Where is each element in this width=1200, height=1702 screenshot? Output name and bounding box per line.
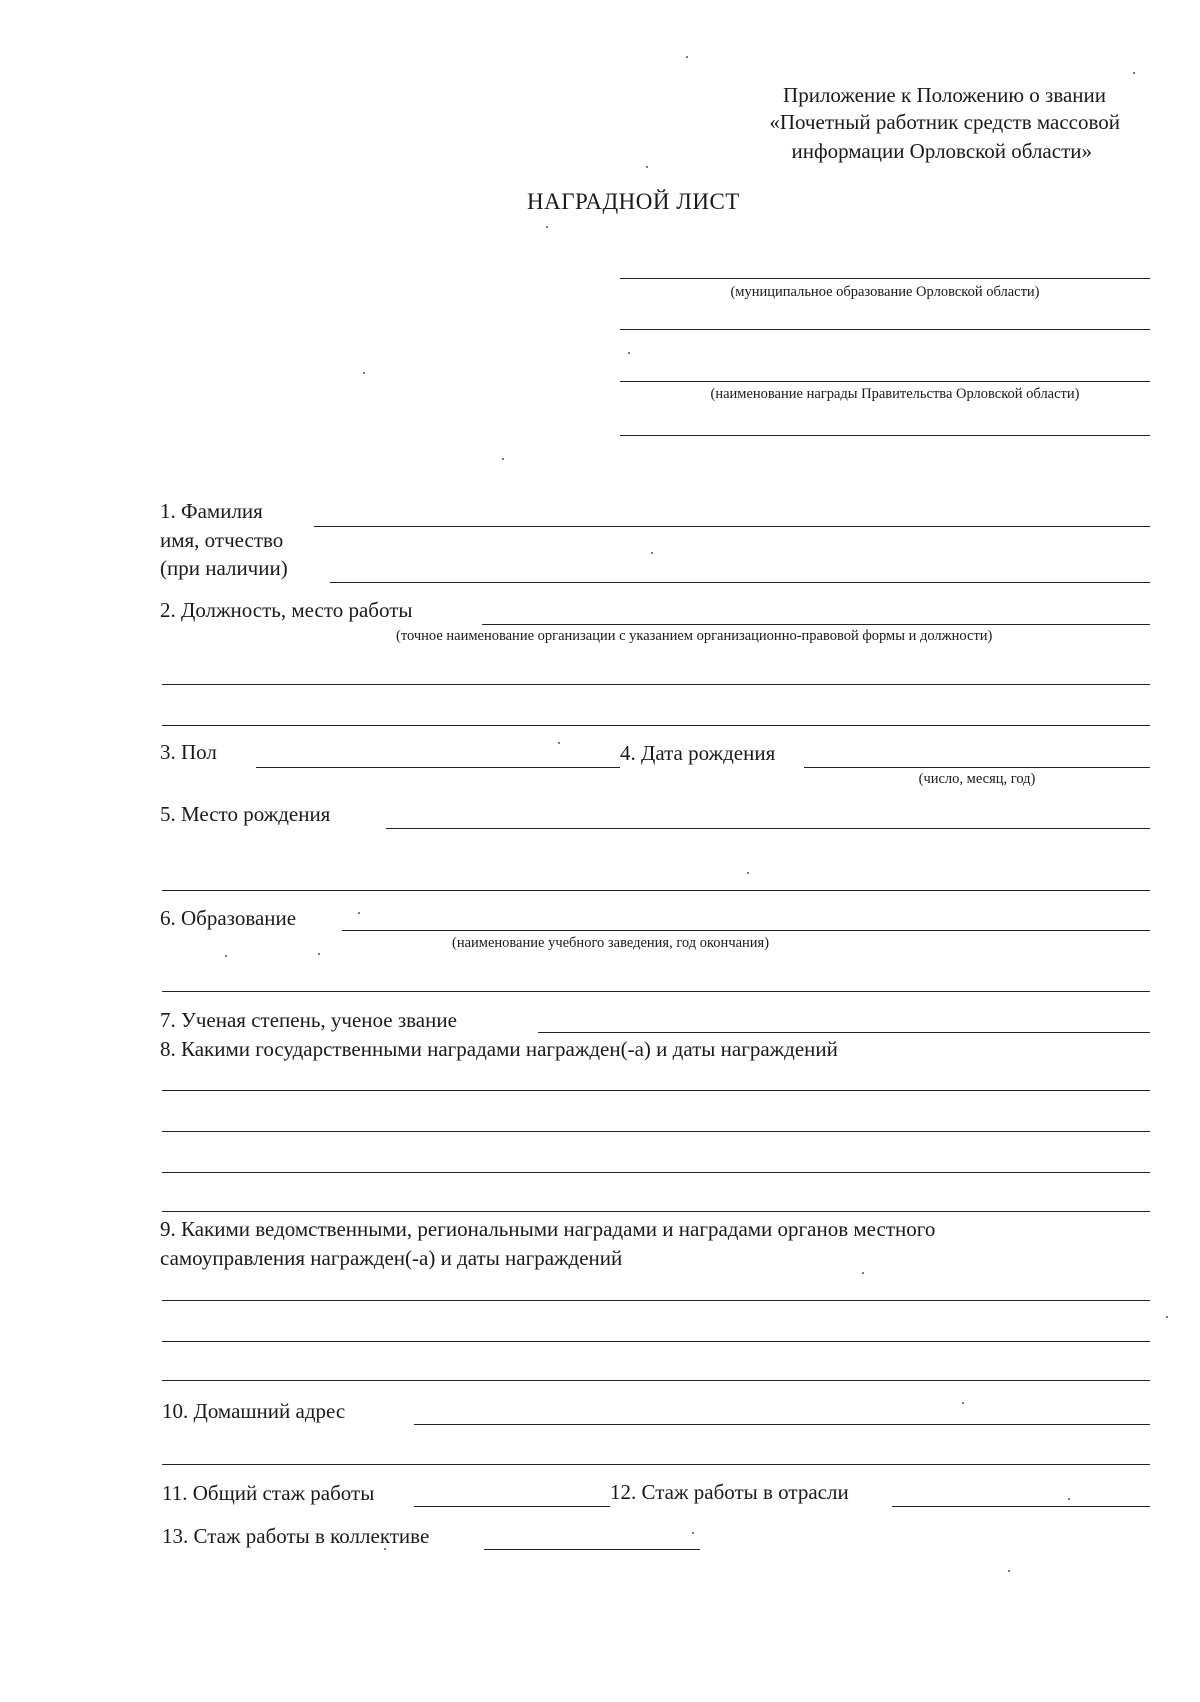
field-1-label-line-2: имя, отчество: [160, 528, 284, 552]
field-12-line[interactable]: [892, 1506, 1150, 1507]
field-1-name-line[interactable]: [330, 582, 1150, 583]
municipality-line-2[interactable]: [620, 329, 1150, 330]
field-6-line[interactable]: [342, 930, 1150, 931]
field-9-line-2[interactable]: [162, 1341, 1150, 1342]
field-8-line-2[interactable]: [162, 1131, 1150, 1132]
scan-speck: [1068, 1498, 1070, 1500]
field-2-label: 2. Должность, место работы: [160, 598, 413, 622]
scan-speck: [686, 56, 688, 58]
field-2-line-3[interactable]: [162, 725, 1150, 726]
field-13-label: 13. Стаж работы в коллективе: [162, 1524, 430, 1548]
field-1-label-line-1: 1. Фамилия: [160, 499, 263, 523]
field-11-line[interactable]: [414, 1506, 610, 1507]
field-6-caption: (наименование учебного заведения, год окончания): [452, 935, 770, 951]
scan-speck: [1166, 1316, 1168, 1318]
field-2-line[interactable]: [482, 624, 1150, 625]
field-2-line-2[interactable]: [162, 684, 1150, 685]
field-10-line[interactable]: [414, 1424, 1150, 1425]
appendix-line-3: информации Орловской области»: [791, 139, 1092, 163]
field-5-label: 5. Место рождения: [160, 802, 331, 826]
scan-speck: [1008, 1570, 1010, 1572]
field-5-line-2[interactable]: [162, 890, 1150, 891]
award-name-line[interactable]: [620, 381, 1150, 382]
municipality-line[interactable]: [620, 278, 1150, 279]
award-name-line-2[interactable]: [620, 435, 1150, 436]
scan-speck: [502, 458, 504, 460]
scan-speck: [225, 955, 227, 957]
field-4-caption: (число, месяц, год): [918, 771, 1036, 787]
field-13-line[interactable]: [484, 1549, 700, 1550]
scan-speck: [692, 1532, 694, 1534]
field-10-line-2[interactable]: [162, 1464, 1150, 1465]
field-2-caption: (точное наименование организации с указанием организационно-правовой формы и должности): [396, 628, 993, 644]
field-6-line-2[interactable]: [162, 991, 1150, 992]
field-11-label: 11. Общий стаж работы: [162, 1481, 375, 1505]
field-5-line[interactable]: [386, 828, 1150, 829]
field-7-label: 7. Ученая степень, ученое звание: [160, 1008, 457, 1032]
scan-speck: [363, 372, 365, 374]
field-6-label: 6. Образование: [160, 906, 297, 930]
field-10-label: 10. Домашний адрес: [162, 1399, 346, 1423]
field-8-line-3[interactable]: [162, 1172, 1150, 1173]
scan-speck: [546, 226, 548, 228]
field-4-line[interactable]: [804, 767, 1150, 768]
scan-speck: [651, 552, 653, 554]
field-12-label: 12. Стаж работы в отрасли: [610, 1480, 849, 1504]
appendix-line-1: Приложение к Положению о звании: [783, 83, 1106, 107]
field-1-label-line-3: (при наличии): [160, 556, 288, 580]
scan-speck: [962, 1402, 964, 1404]
scan-speck: [646, 166, 648, 168]
municipality-caption: (муниципальное образование Орловской области): [730, 284, 1040, 300]
field-9-line-3[interactable]: [162, 1380, 1150, 1381]
scan-speck: [318, 953, 320, 955]
field-9-label-line-2: самоуправления награжден(-а) и даты награждений: [160, 1246, 623, 1270]
scan-speck: [1133, 72, 1135, 74]
scan-speck: [358, 912, 360, 914]
field-9-label-line-1: 9. Какими ведомственными, региональными наградами и наградами органов местного: [160, 1217, 936, 1241]
field-9-line-1[interactable]: [162, 1300, 1150, 1301]
field-3-label: 3. Пол: [160, 740, 217, 764]
scan-speck: [862, 1272, 864, 1274]
field-4-label: 4. Дата рождения: [620, 741, 776, 765]
scan-speck: [384, 1548, 386, 1550]
field-7-line[interactable]: [538, 1032, 1150, 1033]
field-8-label: 8. Какими государственными наградами награжден(-а) и даты награждений: [160, 1037, 838, 1061]
document-title: НАГРАДНОЙ ЛИСТ: [527, 189, 740, 214]
appendix-line-2: «Почетный работник средств массовой: [769, 110, 1120, 134]
field-3-line[interactable]: [256, 767, 620, 768]
scan-speck: [747, 872, 749, 874]
field-8-line-4[interactable]: [162, 1211, 1150, 1212]
scan-speck: [558, 742, 560, 744]
scan-speck: [628, 352, 630, 354]
field-1-surname-line[interactable]: [314, 526, 1150, 527]
award-name-caption: (наименование награды Правительства Орловской области): [710, 386, 1080, 402]
field-8-line-1[interactable]: [162, 1090, 1150, 1091]
